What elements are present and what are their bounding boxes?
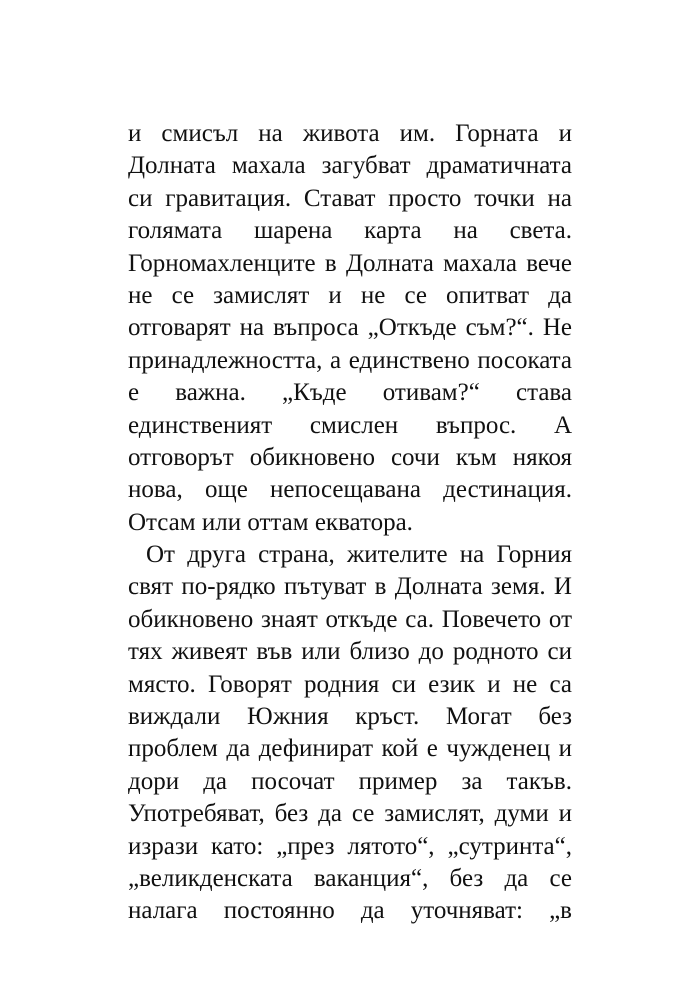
text-line: отговарят на въпроса „Откъде съм?“. Не [128, 314, 572, 342]
text-line: налага постоянно да уточняват: „в [128, 897, 572, 925]
paragraph-1 [128, 118, 572, 539]
text-line: „великденската ваканция“, без да се [128, 864, 572, 892]
text-line: тях живеят във или близо до родното си [128, 638, 572, 666]
text-line: Долната махала загубват драматичната [128, 152, 572, 180]
text-line: място. Говорят родния си език и не са [128, 670, 572, 698]
text-line: проблем да дефинират кой е чужденец и [128, 735, 572, 763]
text-line: единственият смислен въпрос. А [128, 411, 572, 439]
text-line: дори да посочат пример за такъв. [128, 767, 572, 795]
text-line: голямата шарена карта на света. [128, 217, 572, 245]
page-text [128, 118, 572, 928]
paragraph-2 [128, 539, 572, 928]
text-line: Употребяват, без да се замислят, думи и [128, 800, 572, 828]
text-line: Отсам или оттам екватора. [128, 508, 413, 536]
text-line: свят по-рядко пътуват в Долната земя. И [128, 573, 572, 601]
text-line: От друга страна, жителите на Горния [146, 541, 572, 569]
text-line: е важна. „Къде отивам?“ става [128, 379, 572, 407]
text-line: Горномахленците в Долната махала вече [128, 249, 572, 277]
text-line: отговорът обикновено сочи към някоя [128, 443, 572, 471]
text-line: обикновено знаят откъде са. Повечето от [128, 605, 572, 633]
text-line: не се замислят и не се опитват да [128, 281, 572, 309]
text-line: си гравитация. Стават просто точки на [128, 184, 572, 212]
text-line: нова, още непосещавана дестинация. [128, 476, 572, 504]
text-line: изрази като: „през лятото“, „сутринта“, [128, 832, 572, 860]
text-line: и смисъл на живота им. Горната и [128, 120, 572, 147]
text-line: принадлежността, а единствено посоката [128, 346, 572, 374]
text-line: виждали Южния кръст. Могат без [128, 703, 572, 731]
